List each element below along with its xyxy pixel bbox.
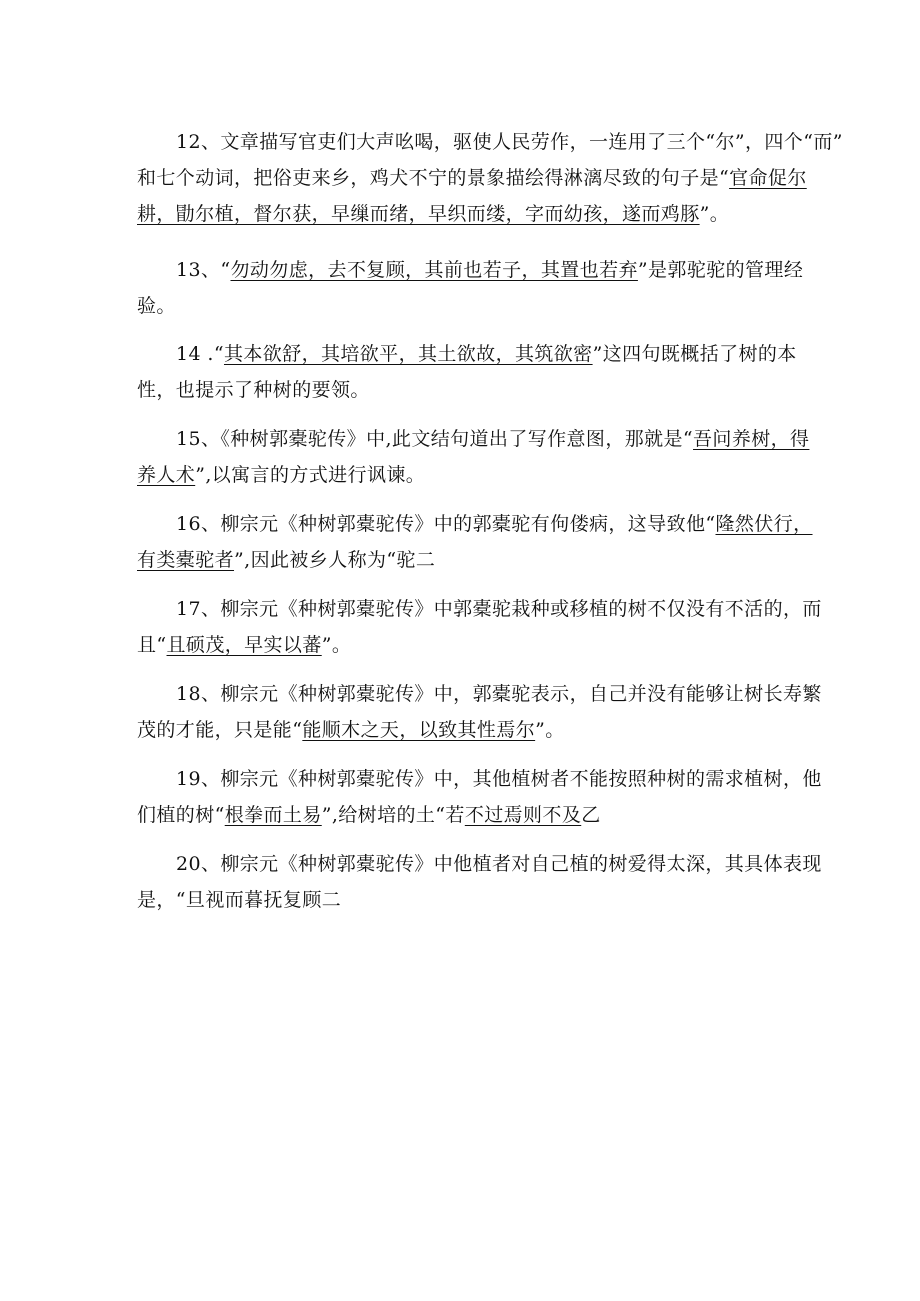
answer-underline: 能顺木之天，以致其性焉尔 [302, 719, 536, 741]
question-18-line-2: 茂的才能，只是能“能顺木之天，以致其性焉尔”。 [137, 719, 565, 741]
question-16-line-1: 16、柳宗元《种树郭橐驼传》中的郭橐驼有佝偻病，这导致他“隆然伏行， [176, 513, 813, 535]
question-19-line-1: 19、柳宗元《种树郭橐驼传》中，其他植树者不能按照种树的需求植树，他 [176, 768, 822, 790]
question-12 [137, 124, 843, 232]
question-20-line-2: 是，“旦视而暮抚复顾二 [137, 889, 342, 911]
question-17-line-2: 且“且硕茂，早实以蕃”。 [137, 634, 352, 656]
question-12-line-3: 耕，勖尔植，督尔获，早缫而绪，早织而缕，字而幼孩，遂而鸡豚”。 [137, 203, 730, 225]
question-20 [137, 846, 822, 918]
answer-underline: 且硕茂，早实以蕃 [166, 634, 322, 656]
question-19-line-2: 们植的树“根拳而土易”,给树培的土“若不过焉则不及乙 [137, 804, 601, 826]
question-12-line-2: 和七个动词，把俗吏来乡，鸡犬不宁的景象描绘得淋漓尽致的句子是“官命促尔 [137, 167, 807, 189]
question-17-line-1: 17、柳宗元《种树郭橐驼传》中郭橐驼栽种或移植的树不仅没有不活的，而 [176, 598, 822, 620]
answer-underline: 根拳而土易 [224, 804, 322, 826]
question-14 [137, 336, 797, 408]
answer-underline: 不过焉则不及 [464, 804, 582, 826]
question-13 [137, 252, 804, 324]
question-16-line-2: 有类橐驼者”,因此被乡人称为“驼二 [137, 549, 436, 571]
question-18 [137, 676, 822, 748]
answer-underline: 吾问养树，得 [693, 428, 810, 450]
question-14-line-1: 14 .“其本欲舒，其培欲平，其土欲故，其筑欲密”这四句既概括了树的本 [176, 343, 797, 365]
question-15-line-1: 15、《种树郭橐驼传》中,此文结句道出了写作意图，那就是“吾问养树，得 [176, 428, 810, 450]
answer-underline: 耕，勖尔植，督尔获，早缫而绪，早织而缕，字而幼孩，遂而鸡豚 [137, 203, 700, 225]
answer-underline: 养人术 [137, 464, 196, 486]
question-13-line-2: 验。 [137, 295, 176, 317]
question-15 [137, 421, 810, 493]
question-20-line-1: 20、柳宗元《种树郭橐驼传》中他植者对自己植的树爱得太深，其具体表现 [176, 853, 822, 875]
answer-underline: 有类橐驼者 [137, 549, 235, 571]
question-19 [137, 761, 822, 833]
question-16 [137, 506, 813, 578]
question-13-line-1: 13、“勿动勿虑，去不复顾，其前也若子，其置也若弃”是郭驼驼的管理经 [176, 259, 804, 281]
answer-underline: 隆然伏行， [715, 513, 813, 535]
answer-underline: 官命促尔 [729, 167, 807, 189]
question-18-line-1: 18、柳宗元《种树郭橐驼传》中，郭橐驼表示，自己并没有能够让树长寿繁 [176, 683, 822, 705]
question-12-line-1: 12、文章描写官吏们大声吆喝，驱使人民劳作，一连用了三个“尔”，四个“而” [176, 131, 843, 153]
question-15-line-2: 养人术”,以寓言的方式进行讽谏。 [137, 464, 426, 486]
answer-underline: 其本欲舒，其培欲平，其土欲故，其筑欲密 [223, 343, 593, 365]
answer-underline: 勿动勿虑，去不复顾，其前也若子，其置也若弃 [230, 259, 638, 281]
question-17 [137, 591, 822, 663]
question-14-line-2: 性，也提示了种树的要领。 [137, 379, 370, 401]
